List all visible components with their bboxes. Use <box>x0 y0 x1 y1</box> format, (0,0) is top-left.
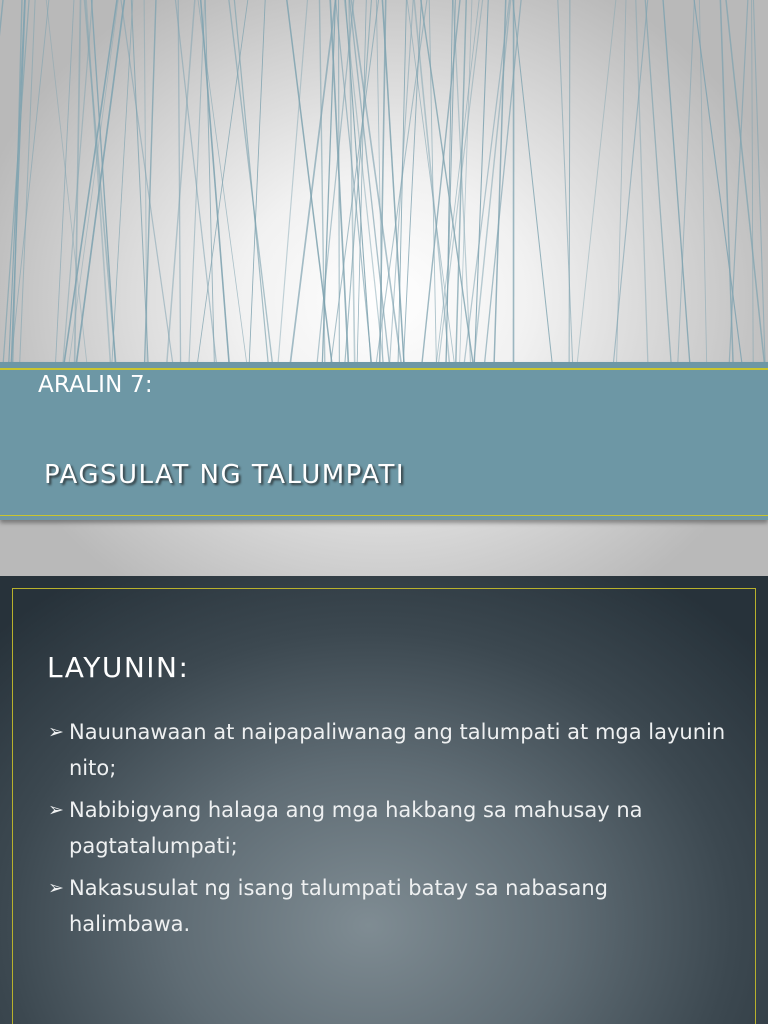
decorative-line <box>407 0 456 365</box>
decorative-line <box>11 0 25 365</box>
decorative-line <box>694 0 743 365</box>
objectives-heading: LAYUNIN: <box>47 651 190 684</box>
decorative-line <box>278 0 308 365</box>
list-item-text: Nakasusulat ng isang talumpati batay sa nabasang halimbawa. <box>69 876 608 936</box>
decorative-line <box>473 0 511 365</box>
decorative-line <box>91 0 116 365</box>
decorative-line <box>569 0 570 365</box>
decorative-line <box>0 0 4 365</box>
decorative-line <box>453 0 471 365</box>
band-top-rule <box>0 368 768 370</box>
decorative-line <box>349 0 390 365</box>
list-item <box>48 792 728 864</box>
arrow-bullet-icon: ➢ <box>48 721 64 743</box>
list-item <box>48 714 728 786</box>
decorative-line <box>398 0 407 365</box>
decorative-line <box>558 0 573 365</box>
decorative-line <box>429 0 436 365</box>
decorative-line <box>86 0 111 365</box>
decorative-line <box>421 0 460 365</box>
decorative-line-pattern <box>0 0 768 365</box>
arrow-bullet-icon: ➢ <box>48 799 64 821</box>
decorative-line <box>636 0 649 365</box>
decorative-line <box>205 0 214 365</box>
decorative-line <box>494 0 506 365</box>
decorative-line <box>380 0 386 365</box>
decorative-line <box>752 0 754 365</box>
arrow-bullet-icon: ➢ <box>48 877 64 899</box>
slide-title: PAGSULAT NG TALUMPATI <box>44 460 406 490</box>
decorative-line <box>699 0 707 365</box>
objectives-list <box>48 714 728 948</box>
band-bottom-rule <box>0 515 768 516</box>
list-item-text: Nabibigyang halaga ang mga hakbang sa mahusay na pagtatalumpati; <box>69 798 643 858</box>
decorative-line <box>13 0 23 365</box>
decorative-line <box>512 0 553 365</box>
lesson-number: ARALIN 7: <box>38 372 153 398</box>
list-item <box>48 870 728 942</box>
decorative-line <box>344 0 384 365</box>
list-item-text: Nauunawaan at naipapaliwanag ang talumpati at mga layunin nito; <box>69 720 726 780</box>
decorative-line <box>577 0 617 365</box>
decorative-line <box>616 0 626 365</box>
objectives-slide <box>0 576 768 1024</box>
decorative-line <box>112 0 134 365</box>
